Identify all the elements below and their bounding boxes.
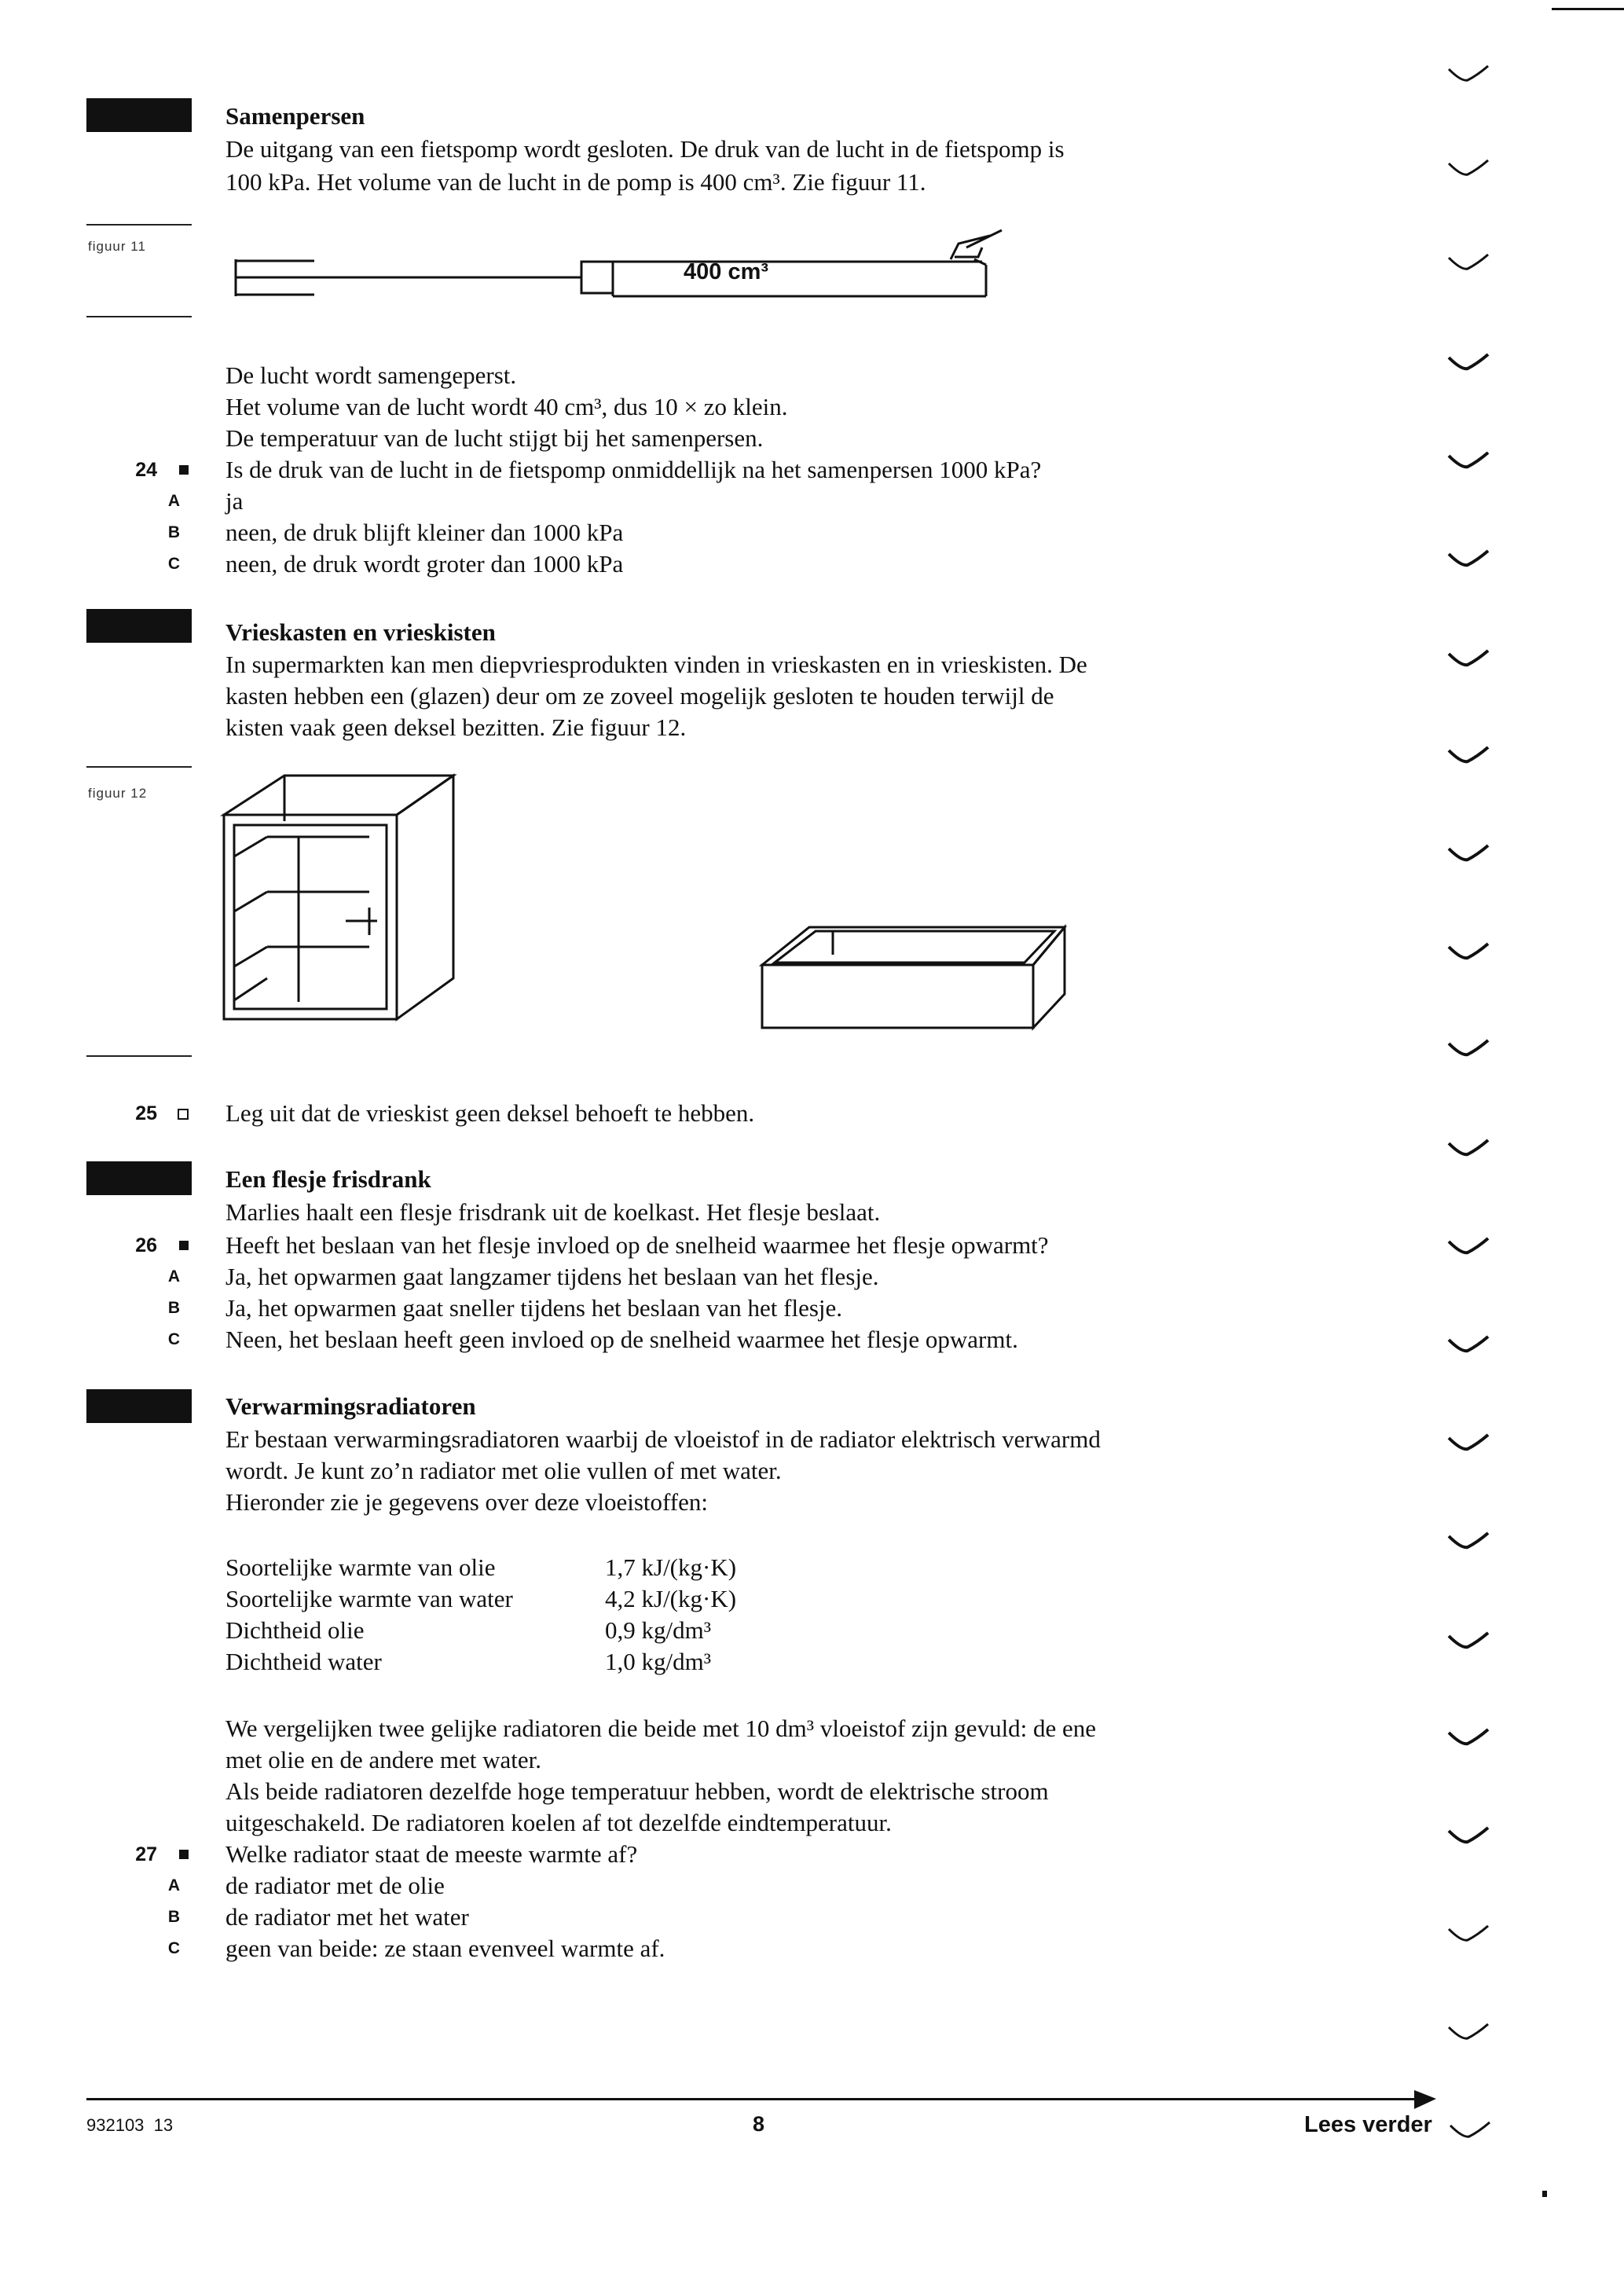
data-table-label: Soortelijke warmte van water [225,1585,513,1612]
vrieskasten-intro-line-1: In supermarkten kan men diepvriesprodukten vinden in vrieskasten en in vrieskisten. De [225,651,1087,678]
figure-label-12: figuur 12 [88,786,148,801]
checkmark-icon [1446,1135,1493,1162]
figure-11-bicycle-pump [228,224,1029,310]
section-title-radiatoren: Verwarmingsradiatoren [225,1392,476,1420]
option-letter: A [167,1267,180,1286]
figure-rule [86,766,192,768]
data-table-label: Soortelijke warmte van olie [225,1553,496,1581]
option-text: Ja, het opwarmen gaat langzamer tijdens het beslaan van het flesje. [225,1263,879,1290]
question-25-text: Leg uit dat de vrieskist geen deksel behoeft te hebben. [225,1099,755,1127]
samenpersen-body-line-2: Het volume van de lucht wordt 40 cm³, dus 10 × zo klein. [225,393,788,420]
checkmark-icon [1446,546,1493,573]
checkmark-icon [1446,646,1493,673]
question-number-24: 24 [135,459,157,481]
figure-12-freezers [220,766,1084,1049]
footer-next-page: Lees verder [1304,2112,1432,2137]
footer-page-number: 8 [753,2112,765,2136]
checkmark-icon [1446,1921,1493,1948]
flesje-intro: Marlies haalt een flesje frisdrank uit de koelkast. Het flesje beslaat. [225,1198,881,1226]
checkmark-icon [1446,1725,1493,1751]
samenpersen-body-line-1: De lucht wordt samengeperst. [225,361,517,389]
scan-speck [1542,2191,1547,2197]
section-marker [86,98,192,132]
radiatoren-intro-line-3: Hieronder zie je gegevens over deze vloeistoffen: [225,1488,708,1516]
option-letter: A [167,1876,180,1894]
data-table-label: Dichtheid water [225,1648,382,1675]
arrow-right-icon [1414,2089,1438,2111]
option-letter: B [167,1299,180,1317]
option-letter: B [167,523,180,541]
section-title-samenpersen: Samenpersen [225,102,365,130]
option-text: Neen, het beslaan heeft geen invloed op de snelheid waarmee het flesje opwarmt. [225,1326,1018,1353]
question-26-text: Heeft het beslaan van het flesje invloed op de snelheid waarmee het flesje opwarmt? [225,1231,1049,1259]
checkmark-icon [1446,841,1493,867]
option-text: geen van beide: ze staan evenveel warmte af. [225,1935,665,1962]
data-table-value: 0,9 kg/dm³ [605,1616,712,1644]
option-text: Ja, het opwarmen gaat sneller tijdens het beslaan van het flesje. [225,1294,843,1322]
option-letter: C [167,1939,180,1957]
multiple-choice-bullet-icon [179,465,189,475]
data-table-value: 4,2 kJ/(kg·K) [605,1585,737,1612]
checkmark-icon [1446,250,1493,277]
radiatoren-body-line-3: Als beide radiatoren dezelfde hoge temperatuur hebben, wordt de elektrische stroom [225,1777,1049,1805]
vrieskasten-intro-line-3: kisten vaak geen deksel bezitten. Zie figuur 12. [225,713,687,741]
radiatoren-intro-line-1: Er bestaan verwarmingsradiatoren waarbij de vloeistof in de radiator elektrisch verwarmd [225,1425,1101,1453]
radiatoren-body-line-1: We vergelijken twee gelijke radiatoren die beide met 10 dm³ vloeistof zijn gevuld: de ene [225,1715,1097,1742]
section-marker [86,1389,192,1423]
radiatoren-intro-line-2: wordt. Je kunt zo’n radiator met olie vullen of met water. [225,1457,782,1484]
option-letter: A [167,492,180,510]
data-table-value: 1,7 kJ/(kg·K) [605,1553,737,1581]
footer-rule [86,2098,1422,2100]
checkmark-icon [1446,1036,1493,1062]
section-title-flesje: Een flesje frisdrank [225,1165,431,1193]
option-text: de radiator met het water [225,1903,469,1931]
top-right-rule [1552,8,1624,10]
data-table-value: 1,0 kg/dm³ [605,1648,712,1675]
option-letter: C [167,1330,180,1348]
vrieskasten-intro-line-2: kasten hebben een (glazen) deur om ze zoveel mogelijk gesloten te houden terwijl de [225,682,1054,710]
checkmark-icon [1446,1430,1493,1457]
option-text: de radiator met de olie [225,1872,445,1899]
question-24-text: Is de druk van de lucht in de fietspomp onmiddellijk na het samenpersen 1000 kPa? [225,456,1042,483]
option-text: ja [225,487,244,515]
checkmark-icon [1446,2019,1493,2046]
samenpersen-intro-line-2: 100 kPa. Het volume van de lucht in de pomp is 400 cm³. Zie figuur 11. [225,168,926,196]
open-question-bullet-icon [178,1109,189,1120]
checkmark-icon [1446,156,1493,182]
checkmark-icon [1446,1332,1493,1359]
checkmark-icon [1446,1823,1493,1850]
figure-rule [86,224,192,226]
checkmark-icon [1446,743,1493,769]
radiatoren-body-line-4: uitgeschakeld. De radiatoren koelen af tot dezelfde eindtemperatuur. [225,1809,892,1836]
checkmark-icon [1446,350,1493,376]
section-marker [86,1161,192,1195]
figure-rule [86,316,192,317]
checkmark-icon [1446,1234,1493,1260]
checkmark-icon [1446,61,1493,88]
samenpersen-intro-line-1: De uitgang van een fietspomp wordt gesloten. De druk van de lucht in de fietspomp is [225,135,1065,163]
question-number-25: 25 [135,1102,157,1124]
option-text: neen, de druk blijft kleiner dan 1000 kPa [225,519,624,546]
samenpersen-body-line-3: De temperatuur van de lucht stijgt bij het samenpersen. [225,424,764,452]
checkmark-icon [1446,1628,1493,1655]
checkmark-icon [1447,2118,1494,2144]
question-27-text: Welke radiator staat de meeste warmte af? [225,1840,638,1868]
section-title-vrieskasten: Vrieskasten en vrieskisten [225,618,496,646]
option-text: neen, de druk wordt groter dan 1000 kPa [225,550,624,578]
footer-exam-code: 932103 13 [86,2115,174,2135]
radiatoren-body-line-2: met olie en de andere met water. [225,1746,541,1773]
multiple-choice-bullet-icon [179,1850,189,1859]
question-number-27: 27 [135,1843,157,1865]
figure-label-11: figuur 11 [88,239,146,254]
checkmark-icon [1446,448,1493,475]
figure-11-volume-label: 400 cm³ [684,259,769,284]
checkmark-icon [1446,1528,1493,1555]
checkmark-icon [1446,939,1493,966]
data-table-label: Dichtheid olie [225,1616,365,1644]
option-letter: B [167,1908,180,1926]
option-letter: C [167,555,180,573]
figure-rule [86,1055,192,1057]
question-number-26: 26 [135,1234,157,1256]
section-marker [86,609,192,643]
multiple-choice-bullet-icon [179,1241,189,1250]
